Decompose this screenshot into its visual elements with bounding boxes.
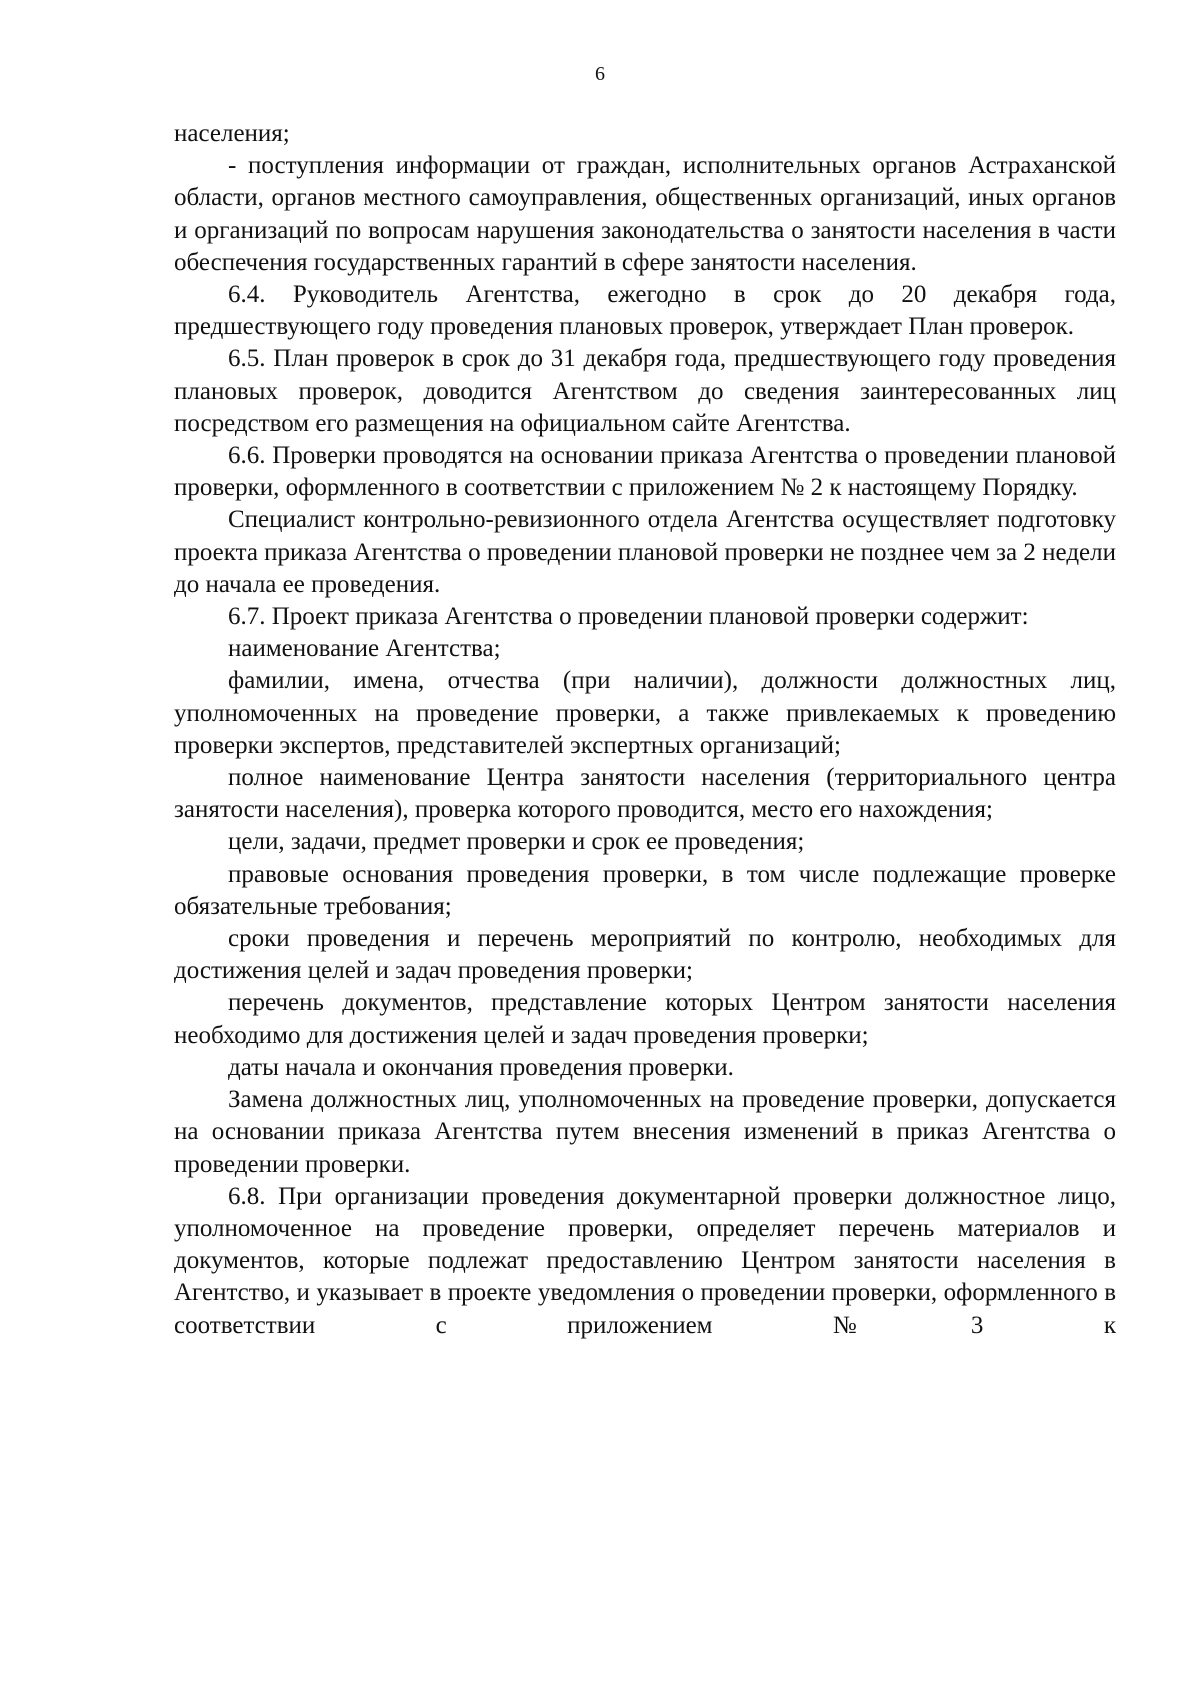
list-item-officials: фамилии, имена, отчества (при наличии), должности должностных лиц, уполномоченных на проведение проверки, а также привлекаемых к проведению проверки экспертов, представителей экспертных организаций; xyxy=(174,667,1116,759)
page-number: 6 xyxy=(595,63,605,85)
list-item-legal-grounds: правовые основания проведения проверки, в том числе подлежащие проверке обязательные требования; xyxy=(174,860,1116,920)
paragraph-6-7: 6.7. Проект приказа Агентства о проведении плановой проверки содержит: xyxy=(228,603,1029,631)
list-item-dates: даты начала и окончания проведения проверки. xyxy=(228,1053,734,1081)
paragraph-6-6: 6.6. Проверки проводятся на основании приказа Агентства о проведении плановой проверки, оформленного в соответствии с приложением № 2 к настоящему Порядку. xyxy=(174,442,1116,502)
paragraph-info-sources: - поступления информации от граждан, исполнительных органов Астраханской области, органов местного самоуправления, общественных организаций, иных органов и организаций по вопросам нарушения законодательства о занятости населения в части обеспечения государственных гарантий в сфере занятости населения. xyxy=(174,152,1116,276)
paragraph-specialist: Специалист контрольно-ревизионного отдела Агентства осуществляет подготовку проекта приказа Агентства о проведении плановой проверки не позднее чем за 2 недели до начала ее проведения. xyxy=(174,506,1116,598)
paragraph-6-8: 6.8. При организации проведения документарной проверки должностное лицо, уполномоченное на проведение проверки, определяет перечень материалов и документов, которые подлежат предоставлению Центром занятости населения в Агентство, и указывает в проекте уведомления о проведении проверки, оформленного в соответствии с приложением №3 к xyxy=(174,1182,1116,1339)
list-item-center-name: полное наименование Центра занятости населения (территориального центра занятости населения), проверка которого проводится, место его нахождения; xyxy=(174,764,1116,824)
list-item-agency-name: наименование Агентства; xyxy=(228,635,501,663)
paragraph-6-5: 6.5. План проверок в срок до 31 декабря года, предшествующего году проведения плановых проверок, доводится Агентством до сведения заинтересованных лиц посредством его размещения на официальном сайте Агентства. xyxy=(174,345,1116,437)
list-item-documents: перечень документов, представление которых Центром занятости населения необходимо для достижения целей и задач проведения проверки; xyxy=(174,989,1116,1049)
list-item-goals: цели, задачи, предмет проверки и срок ее проведения; xyxy=(228,828,805,856)
list-item-terms: сроки проведения и перечень мероприятий по контролю, необходимых для достижения целей и задач проведения проверки; xyxy=(174,925,1116,985)
paragraph-continuation: населения; xyxy=(174,120,290,147)
document-body xyxy=(174,118,1116,1342)
paragraph-6-4: 6.4. Руководитель Агентства, ежегодно в срок до 20 декабря года, предшествующего году проведения плановых проверок, утверждает План проверок. xyxy=(174,281,1116,341)
paragraph-replacement: Замена должностных лиц, уполномоченных на проведение проверки, допускается на основании приказа Агентства путем внесения изменений в приказ Агентства о проведении проверки. xyxy=(174,1086,1116,1178)
